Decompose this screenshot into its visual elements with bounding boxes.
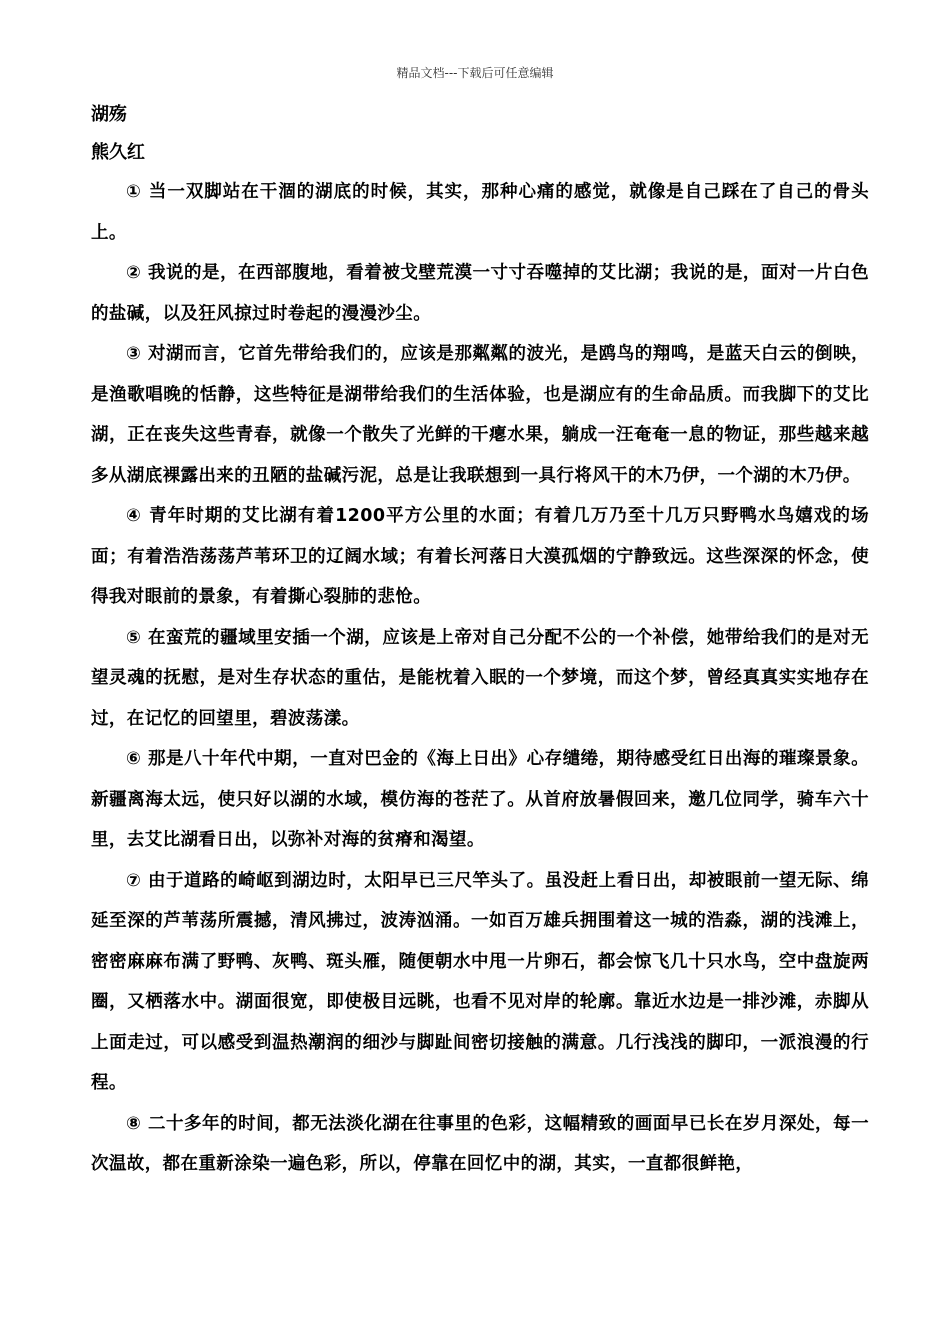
paragraph-1: ① 当一双脚站在干涸的湖底的时候，其实，那种心痛的感觉，就像是自己踩在了自己的骨头上。	[91, 182, 869, 243]
paragraph-6: ⑥ 那是八十年代中期，一直对巴金的《海上日出》心存缱绻，期待感受红日出海的璀璨景象。新疆离海太远，使只好以湖的水域，模仿海的苍茫了。从首府放暑假回来，邀几位同学，骑车六十里，去艾比湖看日出，以弥补对海的贫瘠和渴望。	[91, 749, 869, 850]
page-header: 精品文档---下载后可任意编辑	[396, 66, 554, 80]
paragraph-4: ④ 青年时期的艾比湖有着1200平方公里的水面；有着几万乃至十几万只野鸭水鸟嬉戏的场面；有着浩浩荡荡芦苇环卫的辽阔水域；有着长河落日大漠孤烟的宁静致远。这些深深的怀念，使得我对眼前的景象，有着撕心裂肺的悲怆。	[91, 506, 869, 607]
paragraph-3: ③ 对湖而言，它首先带给我们的，应该是那粼粼的波光，是鸥鸟的翔鸣，是蓝天白云的倒映，是渔歌唱晚的恬静，这些特征是湖带给我们的生活体验，也是湖应有的生命品质。而我脚下的艾比湖，正在丧失这些青春，就像一个散失了光鲜的干瘪水果，躺成一汪奄奄一息的物证，那些越来越多从湖底裸露出来的丑陋的盐碱污泥，总是让我联想到一具行将风干的木乃伊，一个湖的木乃伊。	[91, 344, 869, 486]
article-body	[91, 96, 869, 1185]
paragraph-5: ⑤ 在蛮荒的疆域里安插一个湖，应该是上帝对自己分配不公的一个补偿，她带给我们的是对无望灵魂的抚慰，是对生存状态的重估，是能枕着入眠的一个梦境，而这个梦，曾经真真实实地存在过，在记忆的回望里，碧波荡漾。	[91, 627, 869, 729]
paragraph-2: ② 我说的是，在西部腹地，看着被戈壁荒漠一寸寸吞噬掉的艾比湖；我说的是，面对一片白色的盐碱，以及狂风掠过时卷起的漫漫沙尘。	[91, 263, 869, 324]
article-author: 熊久红	[91, 142, 145, 163]
article-title: 湖殇	[91, 104, 127, 125]
paragraph-7: ⑦ 由于道路的崎岖到湖边时，太阳早已三尺竿头了。虽没赶上看日出，却被眼前一望无际、绵延至深的芦苇荡所震撼，清风拂过，波涛汹涌。一如百万雄兵拥围着这一城的浩淼，湖的浅滩上，密密麻麻布满了野鸭、灰鸭、斑头雁，随便朝水中甩一片卵石，都会惊飞几十只水鸟，空中盘旋两圈，又栖落水中。湖面很宽，即使极目远眺，也看不见对岸的轮廓。靠近水边是一排沙滩，赤脚从上面走过，可以感受到温热潮润的细沙与脚趾间密切接触的满意。几行浅浅的脚印，一派浪漫的行程。	[91, 870, 869, 1093]
paragraph-8: ⑧ 二十多年的时间，都无法淡化湖在往事里的色彩，这幅精致的画面早已长在岁月深处，每一次温故，都在重新涂染一遍色彩，所以，停靠在回忆中的湖，其实，一直都很鲜艳，	[91, 1113, 869, 1174]
